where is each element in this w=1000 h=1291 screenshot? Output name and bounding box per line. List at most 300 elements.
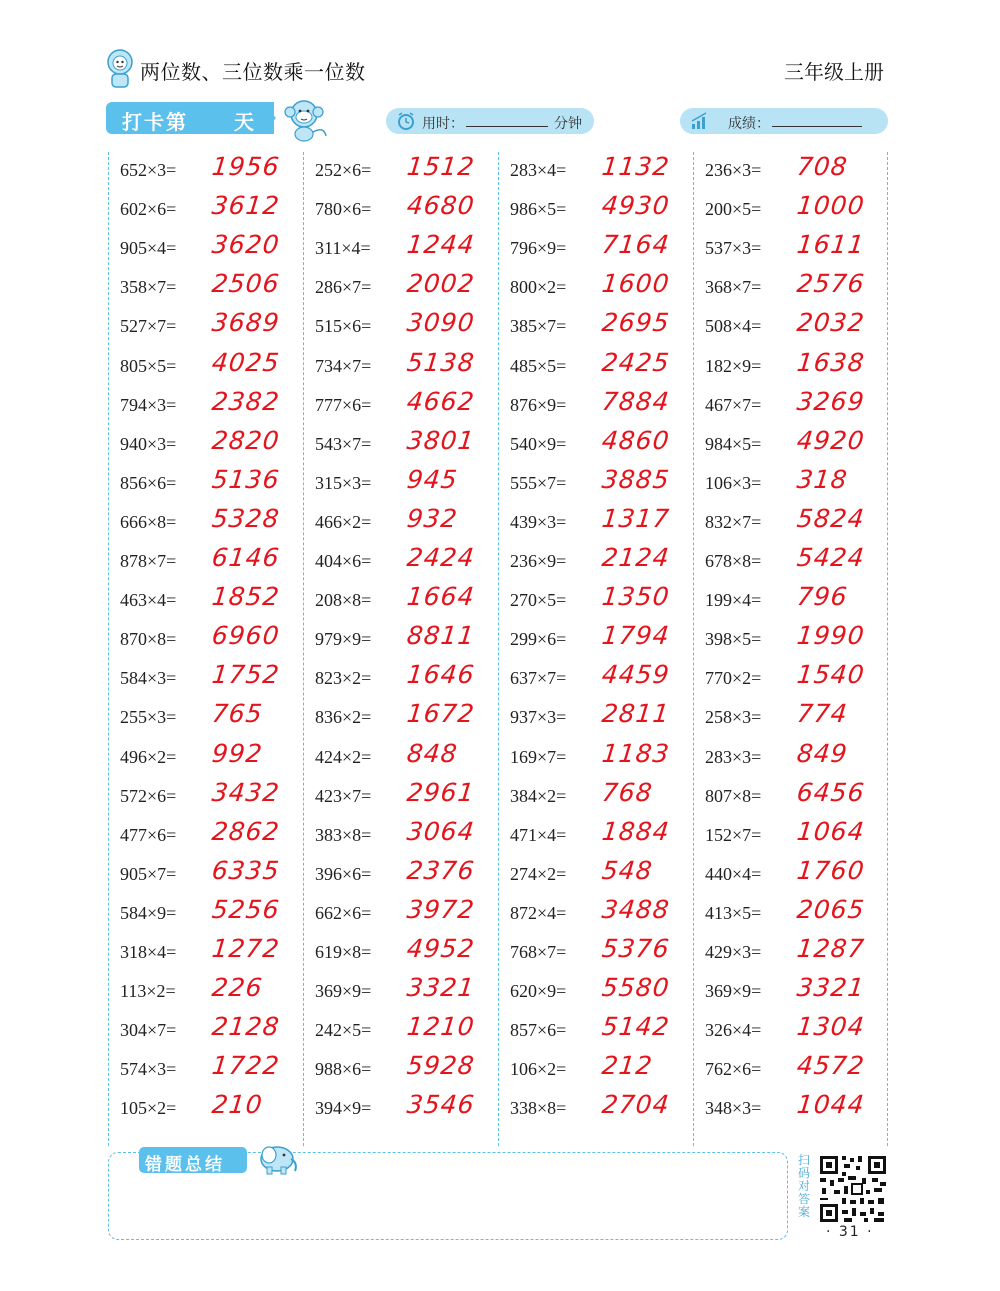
time-label: 用时：	[422, 116, 464, 132]
mistakes-summary-box[interactable]	[108, 1152, 788, 1240]
top-bar	[106, 96, 896, 144]
alarm-clock-icon	[396, 111, 416, 131]
problem-row	[120, 269, 305, 308]
problem-row	[120, 934, 305, 973]
problem-expression: 338×8=	[510, 1098, 567, 1119]
handwritten-answer: 1210	[405, 1012, 477, 1042]
handwritten-answer: 1183	[600, 738, 672, 768]
handwritten-answer: 1752	[210, 660, 282, 690]
handwritten-answer: 3689	[210, 308, 282, 338]
handwritten-answer: 4920	[795, 425, 867, 455]
page-number: · 31 ·	[826, 1224, 874, 1240]
problem-expression: 477×6=	[120, 824, 177, 845]
problem-expression: 467×7=	[705, 394, 762, 415]
problem-expression: 777×6=	[315, 394, 372, 415]
problem-expression: 424×2=	[315, 746, 372, 767]
handwritten-answer: 1672	[405, 699, 477, 729]
problem-row	[705, 817, 890, 856]
handwritten-answer: 848	[405, 738, 460, 768]
problem-row	[705, 504, 890, 543]
handwritten-answer: 3321	[795, 973, 867, 1003]
problem-row	[315, 152, 500, 191]
problem-column-2	[303, 152, 498, 1146]
problem-expression: 807×8=	[705, 785, 762, 806]
problem-row	[120, 1090, 305, 1129]
problem-expression: 105×2=	[120, 1098, 177, 1119]
handwritten-answer: 2065	[795, 894, 867, 924]
problem-expression: 527×7=	[120, 316, 177, 337]
problem-expression: 242×5=	[315, 1020, 372, 1041]
problem-column-4	[693, 152, 888, 1146]
problem-row	[120, 699, 305, 738]
handwritten-answer: 1350	[600, 582, 672, 612]
handwritten-answer: 6335	[210, 855, 282, 885]
handwritten-answer: 765	[210, 699, 265, 729]
problem-expression: 984×5=	[705, 433, 762, 454]
handwritten-answer: 2695	[600, 308, 672, 338]
problem-expression: 823×2=	[315, 668, 372, 689]
handwritten-answer: 1317	[600, 503, 672, 533]
handwritten-answer: 5928	[405, 1051, 477, 1081]
problem-expression: 988×6=	[315, 1059, 372, 1080]
problem-row	[705, 152, 890, 191]
problem-expression: 540×9=	[510, 433, 567, 454]
problem-expression: 463×4=	[120, 590, 177, 611]
problem-row	[510, 699, 695, 738]
problem-expression: 304×7=	[120, 1020, 177, 1041]
score-label: 成绩：	[728, 116, 770, 132]
problem-expression: 637×7=	[510, 668, 567, 689]
problem-row	[315, 699, 500, 738]
handwritten-answer: 2376	[405, 855, 477, 885]
problem-row	[510, 504, 695, 543]
problem-row	[315, 1051, 500, 1090]
handwritten-answer: 3064	[405, 816, 477, 846]
handwritten-answer: 212	[600, 1051, 655, 1081]
problem-row	[315, 543, 500, 582]
problem-expression: 439×3=	[510, 511, 567, 532]
problem-row	[315, 1012, 500, 1051]
problem-row	[510, 152, 695, 191]
mistakes-label: 错题总结	[145, 1155, 225, 1175]
problem-expression: 283×3=	[705, 746, 762, 767]
handwritten-answer: 4459	[600, 660, 672, 690]
problem-row	[315, 465, 500, 504]
problem-expression: 878×7=	[120, 551, 177, 571]
problem-expression: 768×7=	[510, 942, 567, 962]
handwritten-answer: 7884	[600, 386, 672, 416]
problem-expression: 152×7=	[705, 824, 762, 845]
problem-row	[510, 778, 695, 817]
handwritten-answer: 2704	[600, 1090, 672, 1120]
problem-row	[120, 817, 305, 856]
problem-grid	[108, 152, 888, 1146]
handwritten-answer: 3321	[405, 973, 477, 1003]
problem-row	[315, 895, 500, 934]
handwritten-answer: 3972	[405, 894, 477, 924]
problem-row	[315, 387, 500, 426]
problem-expression: 429×3=	[705, 942, 762, 962]
handwritten-answer: 774	[795, 699, 850, 729]
problem-expression: 796×9=	[510, 238, 567, 259]
problem-expression: 979×9=	[315, 629, 372, 650]
handwritten-answer: 4572	[795, 1051, 867, 1081]
time-blank[interactable]	[466, 126, 548, 127]
handwritten-answer: 1044	[795, 1090, 867, 1120]
problem-expression: 106×2=	[510, 1059, 567, 1080]
problem-row	[120, 660, 305, 699]
problem-expression: 236×9=	[510, 551, 567, 571]
problem-row	[120, 387, 305, 426]
problem-expression: 358×7=	[120, 277, 177, 298]
problem-row	[315, 621, 500, 660]
elephant-mascot-icon	[251, 1139, 299, 1175]
handwritten-answer: 1512	[405, 152, 477, 181]
problem-expression: 396×6=	[315, 863, 372, 884]
problem-row	[315, 191, 500, 230]
problem-row	[315, 582, 500, 621]
problem-row	[120, 778, 305, 817]
problem-row	[705, 426, 890, 465]
problem-row	[510, 856, 695, 895]
handwritten-answer: 1956	[210, 152, 282, 181]
problem-expression: 770×2=	[705, 668, 762, 689]
problem-expression: 199×4=	[705, 590, 762, 611]
problem-expression: 236×3=	[705, 160, 762, 180]
handwritten-answer: 1244	[405, 230, 477, 260]
handwritten-answer: 2424	[405, 543, 477, 572]
problem-row	[315, 739, 500, 778]
problem-row	[510, 426, 695, 465]
handwritten-answer: 1272	[210, 934, 282, 963]
problem-row	[510, 621, 695, 660]
problem-row	[510, 1012, 695, 1051]
problem-expression: 318×4=	[120, 942, 177, 962]
time-unit: 分钟	[554, 116, 582, 132]
problem-expression: 584×9=	[120, 902, 177, 923]
problem-expression: 794×3=	[120, 394, 177, 415]
page-title: 两位数、三位数乘一位数	[140, 60, 366, 84]
problem-expression: 383×8=	[315, 824, 372, 845]
problem-row	[315, 308, 500, 347]
monkey-mascot-icon	[278, 96, 330, 142]
problem-expression: 369×9=	[315, 981, 372, 1002]
problem-row	[510, 269, 695, 308]
problem-expression: 666×8=	[120, 511, 177, 532]
problem-expression: 270×5=	[510, 590, 567, 611]
punch-card-day: 天	[234, 110, 254, 134]
problem-expression: 602×6=	[120, 199, 177, 220]
problem-expression: 872×4=	[510, 902, 567, 923]
handwritten-answer: 2820	[210, 425, 282, 455]
problem-expression: 537×3=	[705, 238, 762, 259]
grade-label: 三年级上册	[784, 60, 884, 84]
problem-row	[705, 230, 890, 269]
handwritten-answer: 1794	[600, 621, 672, 651]
handwritten-answer: 1884	[600, 816, 672, 846]
problem-row	[315, 778, 500, 817]
problem-expression: 662×6=	[315, 902, 372, 923]
handwritten-answer: 2128	[210, 1012, 282, 1042]
problem-row	[120, 856, 305, 895]
problem-row	[705, 1051, 890, 1090]
handwritten-answer: 3090	[405, 308, 477, 338]
lion-mascot-icon	[104, 48, 136, 90]
problem-row	[120, 582, 305, 621]
problem-row	[120, 191, 305, 230]
handwritten-answer: 1664	[405, 582, 477, 612]
handwritten-answer: 2425	[600, 347, 672, 377]
problem-expression: 385×7=	[510, 316, 567, 337]
problem-row	[510, 739, 695, 778]
problem-expression: 620×9=	[510, 981, 567, 1002]
problem-expression: 440×4=	[705, 863, 762, 884]
problem-row	[705, 856, 890, 895]
problem-column-1	[108, 152, 303, 1146]
problem-row	[315, 856, 500, 895]
problem-row	[705, 778, 890, 817]
problem-expression: 652×3=	[120, 160, 177, 180]
handwritten-answer: 4680	[405, 191, 477, 221]
problem-row	[510, 191, 695, 230]
problem-expression: 905×4=	[120, 238, 177, 259]
handwritten-answer: 2961	[405, 777, 477, 807]
problem-row	[705, 1090, 890, 1129]
problem-expression: 283×4=	[510, 160, 567, 180]
problem-row	[120, 348, 305, 387]
problem-row	[510, 1051, 695, 1090]
problem-row	[315, 348, 500, 387]
problem-row	[510, 660, 695, 699]
handwritten-answer: 1287	[795, 934, 867, 963]
handwritten-answer: 5376	[600, 934, 672, 963]
problem-expression: 734×7=	[315, 355, 372, 376]
problem-expression: 543×7=	[315, 433, 372, 454]
handwritten-answer: 4662	[405, 386, 477, 416]
handwritten-answer: 5328	[210, 503, 282, 533]
handwritten-answer: 945	[405, 464, 460, 494]
problem-expression: 208×8=	[315, 590, 372, 611]
handwritten-answer: 1722	[210, 1051, 282, 1081]
problem-row	[315, 1090, 500, 1129]
handwritten-answer: 5142	[600, 1012, 672, 1042]
problem-expression: 258×3=	[705, 707, 762, 728]
problem-row	[510, 465, 695, 504]
problem-row	[510, 308, 695, 347]
handwritten-answer: 1304	[795, 1012, 867, 1042]
problem-expression: 252×6=	[315, 160, 372, 180]
handwritten-answer: 6146	[210, 543, 282, 572]
handwritten-answer: 2576	[795, 269, 867, 299]
problem-expression: 311×4=	[315, 238, 371, 259]
handwritten-answer: 8811	[405, 621, 477, 651]
handwritten-answer: 4860	[600, 425, 672, 455]
problem-row	[705, 934, 890, 973]
handwritten-answer: 3620	[210, 230, 282, 260]
problem-row	[315, 230, 500, 269]
problem-expression: 423×7=	[315, 785, 372, 806]
problem-row	[705, 1012, 890, 1051]
problem-expression: 780×6=	[315, 199, 372, 220]
page-header	[100, 44, 900, 94]
problem-row	[510, 934, 695, 973]
problem-row	[315, 269, 500, 308]
problem-expression: 299×6=	[510, 629, 567, 650]
problem-expression: 326×4=	[705, 1020, 762, 1041]
handwritten-answer: 3269	[795, 386, 867, 416]
problem-expression: 856×6=	[120, 472, 177, 493]
handwritten-answer: 2002	[405, 269, 477, 299]
handwritten-answer: 2506	[210, 269, 282, 299]
qr-label: 扫码对答案	[798, 1153, 811, 1219]
handwritten-answer: 4025	[210, 347, 282, 377]
problem-expression: 398×5=	[705, 629, 762, 650]
problem-row	[120, 895, 305, 934]
handwritten-answer: 5580	[600, 973, 672, 1003]
problem-expression: 274×2=	[510, 863, 567, 884]
problem-row	[315, 426, 500, 465]
problem-expression: 394×9=	[315, 1098, 372, 1119]
handwritten-answer: 2811	[600, 699, 672, 729]
handwritten-answer: 5138	[405, 347, 477, 377]
problem-row	[315, 817, 500, 856]
handwritten-answer: 1540	[795, 660, 867, 690]
problem-expression: 169×7=	[510, 746, 567, 767]
problem-expression: 466×2=	[315, 511, 372, 532]
handwritten-answer: 932	[405, 503, 460, 533]
problem-expression: 404×6=	[315, 551, 372, 571]
problem-row	[120, 1051, 305, 1090]
handwritten-answer: 5256	[210, 894, 282, 924]
problem-expression: 315×3=	[315, 472, 372, 493]
problem-row	[120, 1012, 305, 1051]
problem-expression: 369×9=	[705, 981, 762, 1002]
problem-row	[120, 973, 305, 1012]
handwritten-answer: 3432	[210, 777, 282, 807]
handwritten-answer: 1600	[600, 269, 672, 299]
problem-row	[705, 387, 890, 426]
handwritten-answer: 4952	[405, 934, 477, 963]
problem-row	[120, 504, 305, 543]
handwritten-answer: 2032	[795, 308, 867, 338]
handwritten-answer: 6456	[795, 777, 867, 807]
problem-row	[705, 699, 890, 738]
handwritten-answer: 2382	[210, 386, 282, 416]
problem-expression: 182×9=	[705, 355, 762, 376]
problem-expression: 762×6=	[705, 1059, 762, 1080]
problem-row	[315, 660, 500, 699]
handwritten-answer: 3612	[210, 191, 282, 221]
problem-expression: 508×4=	[705, 316, 762, 337]
problem-row	[510, 230, 695, 269]
problem-row	[705, 308, 890, 347]
handwritten-answer: 1646	[405, 660, 477, 690]
problem-row	[315, 973, 500, 1012]
problem-expression: 555×7=	[510, 472, 567, 493]
handwritten-answer: 548	[600, 855, 655, 885]
handwritten-answer: 1760	[795, 855, 867, 885]
problem-expression: 584×3=	[120, 668, 177, 689]
problem-row	[120, 543, 305, 582]
handwritten-answer: 768	[600, 777, 655, 807]
handwritten-answer: 318	[795, 464, 850, 494]
handwritten-answer: 1990	[795, 621, 867, 651]
problem-expression: 471×4=	[510, 824, 567, 845]
problem-expression: 805×5=	[120, 355, 177, 376]
handwritten-answer: 992	[210, 738, 265, 768]
handwritten-answer: 3801	[405, 425, 477, 455]
problem-row	[120, 308, 305, 347]
problem-row	[510, 973, 695, 1012]
handwritten-answer: 796	[795, 582, 850, 612]
handwritten-answer: 226	[210, 973, 265, 1003]
problem-expression: 905×7=	[120, 863, 177, 884]
problem-row	[510, 1090, 695, 1129]
problem-expression: 857×6=	[510, 1020, 567, 1041]
problem-row	[705, 621, 890, 660]
handwritten-answer: 5136	[210, 464, 282, 494]
handwritten-answer: 4930	[600, 191, 672, 221]
problem-row	[705, 269, 890, 308]
problem-row	[510, 895, 695, 934]
problem-expression: 876×9=	[510, 394, 567, 415]
problem-row	[705, 582, 890, 621]
problem-row	[705, 739, 890, 778]
problem-row	[705, 973, 890, 1012]
problem-expression: 940×3=	[120, 433, 177, 454]
problem-row	[120, 739, 305, 778]
problem-row	[705, 895, 890, 934]
problem-expression: 200×5=	[705, 199, 762, 220]
problem-expression: 496×2=	[120, 746, 177, 767]
handwritten-answer: 5824	[795, 503, 867, 533]
score-blank[interactable]	[772, 126, 862, 127]
problem-expression: 832×7=	[705, 511, 762, 532]
problem-expression: 986×5=	[510, 199, 567, 220]
handwritten-answer: 1611	[795, 230, 867, 260]
problem-row	[510, 543, 695, 582]
problem-row	[510, 387, 695, 426]
problem-expression: 836×2=	[315, 707, 372, 728]
handwritten-answer: 5424	[795, 543, 867, 572]
problem-expression: 678×8=	[705, 551, 762, 571]
handwritten-answer: 3546	[405, 1090, 477, 1120]
handwritten-answer: 1852	[210, 582, 282, 612]
handwritten-answer: 1132	[600, 152, 672, 181]
punch-card-banner-tail	[262, 102, 276, 134]
score-field	[680, 108, 888, 134]
bar-chart-icon	[690, 111, 710, 131]
problem-expression: 384×2=	[510, 785, 567, 806]
problem-row	[120, 621, 305, 660]
problem-expression: 413×5=	[705, 902, 762, 923]
handwritten-answer: 2124	[600, 543, 672, 572]
problem-expression: 572×6=	[120, 785, 177, 806]
handwritten-answer: 1638	[795, 347, 867, 377]
problem-expression: 619×8=	[315, 942, 372, 962]
handwritten-answer: 7164	[600, 230, 672, 260]
handwritten-answer: 1000	[795, 191, 867, 221]
problem-expression: 348×3=	[705, 1098, 762, 1119]
problem-row	[120, 152, 305, 191]
problem-row	[705, 465, 890, 504]
problem-expression: 574×3=	[120, 1059, 177, 1080]
handwritten-answer: 210	[210, 1090, 265, 1120]
qr-code-icon[interactable]	[818, 1154, 888, 1224]
problem-row	[705, 660, 890, 699]
problem-expression: 113×2=	[120, 981, 176, 1002]
problem-expression: 800×2=	[510, 277, 567, 298]
